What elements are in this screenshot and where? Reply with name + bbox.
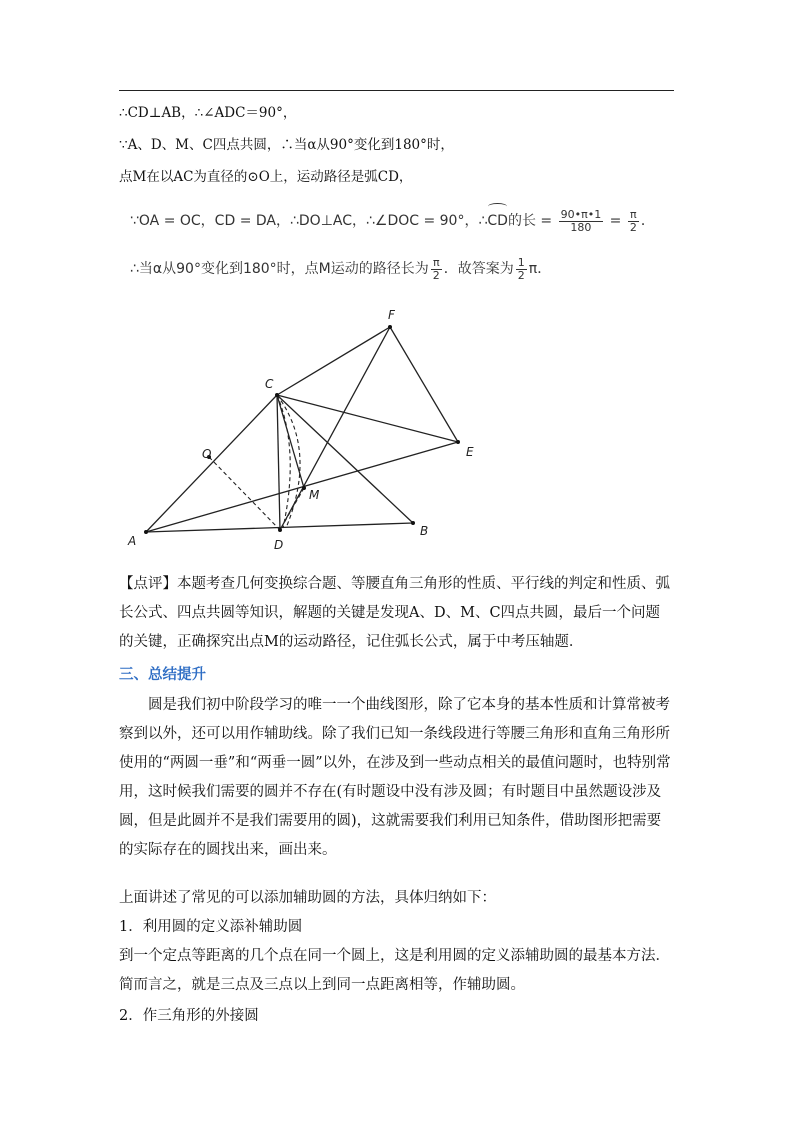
fraction-answer	[516, 257, 527, 282]
fraction-path-length	[431, 257, 442, 282]
equation-part-b: 的长 =	[507, 213, 557, 229]
segment-ac	[146, 395, 277, 532]
segment-cf	[277, 327, 390, 395]
label-a: A	[128, 534, 137, 548]
method-1-text: 到一个定点等距离的几个点在同一个圆上，这是利用圆的定义添辅助圆的最基本方法．简而言之，就是三点及三点以上到同一点距离相等，作辅助圆。	[119, 948, 670, 993]
fraction-denominator: 2	[517, 268, 525, 282]
segment-ce	[277, 395, 458, 442]
method-1-title: 1．利用圆的定义添补辅助圆	[119, 919, 303, 935]
conclusion-part-b: ．故答案为	[443, 261, 514, 277]
point-b	[411, 521, 415, 525]
point-m	[302, 486, 306, 490]
dashed-od	[209, 457, 280, 530]
segment-cd	[277, 395, 280, 530]
fraction-denominator: 2	[629, 220, 637, 234]
segment-fd	[280, 327, 390, 530]
equation-end: ．	[640, 213, 655, 229]
fraction-numerator: π	[431, 257, 442, 270]
equals-sign: =	[605, 213, 626, 229]
equation-part-a: ∵OA = OC，CD = DA，∴DO⊥AC，∴∠DOC = 90°，∴	[130, 213, 488, 229]
point-d	[278, 528, 282, 532]
fraction-result	[628, 209, 639, 234]
fraction-numerator: 90•π•1	[560, 207, 602, 221]
methods-intro: 上面讲述了常见的可以添加辅助圆的方法，具体归纳如下：	[119, 890, 496, 906]
solution-line-1: ∴CD⊥AB，∴∠ADC＝90°，	[119, 105, 297, 121]
point-c	[275, 393, 279, 397]
segment-cb	[277, 395, 413, 523]
label-e: E	[466, 445, 474, 459]
conclusion-part-a: ∴当α从90°变化到180°时，点M运动的路径长为	[130, 261, 429, 277]
comment-paragraph: 【点评】本题考查几何变换综合题、等腰直角三角形的性质、平行线的判定和性质、弧长公式、四点共圆等知识，解题的关键是发现A、D、M、C四点共圆，最后一个问题的关键，正确探究出点M的运动路径，记住弧长公式，属于中考压轴题．	[119, 576, 670, 650]
equation-line	[130, 206, 655, 236]
conclusion-line	[130, 254, 551, 284]
method-2-title: 2．作三角形的外接圆	[119, 1008, 259, 1024]
geometry-figure	[110, 300, 490, 560]
solution-line-2: ∵A、D、M、C四点共圆，∴当α从90°变化到180°时，	[119, 137, 454, 153]
label-d: D	[274, 538, 284, 552]
fraction-denominator: 180	[570, 220, 592, 234]
fraction-numerator: 1	[517, 255, 525, 269]
label-c: C	[265, 377, 274, 391]
fraction-numerator: π	[628, 209, 639, 222]
label-f: F	[388, 308, 395, 322]
conclusion-part-c: π．	[528, 261, 552, 277]
header-rule	[119, 90, 674, 91]
label-o: O	[202, 447, 212, 461]
segment-ae	[146, 442, 458, 532]
point-e	[456, 440, 460, 444]
fraction-denominator: 2	[432, 268, 440, 282]
point-f	[388, 325, 392, 329]
solution-line-3: 点M在以AC为直径的⊙O上，运动路径是弧CD，	[119, 169, 413, 185]
fraction-arc-length	[559, 209, 604, 234]
section-heading: 三、总结提升	[119, 667, 206, 683]
point-a	[144, 530, 148, 534]
label-b: B	[420, 524, 429, 538]
arc-cd: CD	[487, 206, 508, 236]
segment-fe	[390, 327, 458, 442]
summary-paragraph: 圆是我们初中阶段学习的唯一一个曲线图形，除了它本身的基本性质和计算常被考察到以外，还可以用作辅助线。除了我们已知一条线段进行等腰三角形和直角三角形所使用的“两圆一垂”和“两垂一圆”以外，在涉及到一些动点相关的最值问题时，也特别常用，这时候我们需要的圆并不存在(有时题设中没有涉及圆；有时题目中虽然题设涉及圆，但是此圆并不是我们需要用的圆)，这就需要我们利用已知条件，借助图形把需要的实际存在的圆找出来，画出来。	[119, 697, 671, 858]
label-m: M	[309, 488, 320, 502]
